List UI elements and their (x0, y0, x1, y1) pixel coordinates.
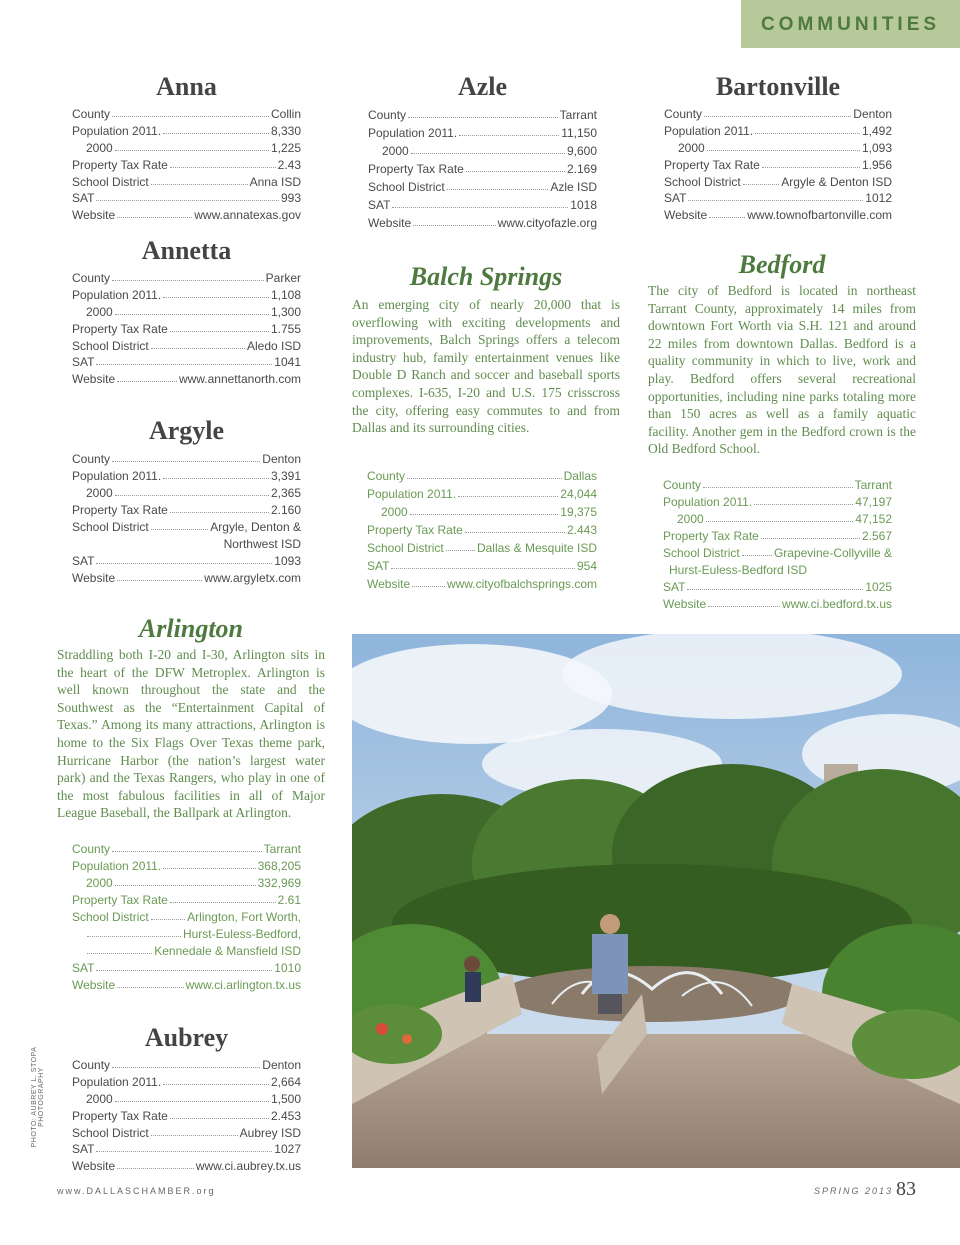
value: Tarrant (263, 842, 301, 856)
balch-springs-description: An emerging city of nearly 20,000 that is overflowing with exciting developments and improvements, Balch Springs offers a telecom industry hub, family entertainment venues like Double D Ranch and soccer and baseball sports complexes. I-635, I-20 and U.S. 175 crisscross the city, offering easy commutes to and from Dallas and its surrounding cities. (352, 297, 620, 436)
label: Property Tax Rate (72, 503, 168, 517)
balch-springs-title: Balch Springs (409, 262, 563, 291)
bedford-facts (663, 475, 892, 610)
footer-website[interactable]: www.DALLASCHAMBER.org (57, 1186, 216, 1196)
value: 1012 (865, 191, 892, 205)
annetta-pop2011 (72, 285, 301, 302)
anna-website-link[interactable]: www.annatexas.gov (194, 208, 301, 222)
label: 2000 (86, 486, 113, 500)
value: 2.169 (566, 162, 597, 176)
aubrey-block (72, 1023, 301, 1173)
value: 2,365 (270, 486, 301, 500)
label: County (664, 107, 703, 121)
label: County (368, 108, 407, 122)
value: Dallas & Mesquite ISD (476, 541, 597, 555)
value: 2.61 (277, 893, 301, 907)
value: Collin (270, 107, 301, 121)
argyle-district (72, 517, 301, 534)
azle-county (368, 105, 597, 122)
bartonville-title: Bartonville (715, 72, 841, 101)
bartonville-sat (664, 188, 892, 205)
value: 954 (576, 559, 597, 573)
value: 2,664 (270, 1075, 301, 1089)
argyle-website (72, 568, 301, 585)
annetta-website (72, 369, 301, 386)
label: County (663, 478, 702, 492)
annetta-title: Annetta (141, 236, 232, 265)
value: 1,225 (270, 141, 301, 155)
label: SAT (72, 191, 95, 205)
bartonville-website (664, 205, 892, 222)
value: Denton (262, 452, 301, 466)
arlington-sat (72, 958, 301, 975)
label: Website (72, 372, 116, 386)
label: Website (72, 208, 116, 222)
value: Hurst-Euless-Bedford ISD (669, 563, 808, 577)
value: Denton (853, 107, 892, 121)
value: 1.956 (861, 158, 892, 172)
label: Population 2011. (72, 859, 162, 873)
argyle-pop2011 (72, 466, 301, 483)
anna-tax (72, 155, 301, 172)
arlington-title: Arlington (138, 614, 244, 643)
value: 2.43 (277, 158, 301, 172)
value: 332,969 (257, 876, 301, 890)
section-tag (741, 0, 960, 48)
anna-title: Anna (156, 72, 217, 101)
label: Population 2011. (72, 469, 162, 483)
argyle-district-cont (72, 534, 301, 551)
bartonville-pop2011 (664, 121, 892, 138)
label: 2000 (86, 141, 113, 155)
value: Aledo ISD (246, 339, 301, 353)
value: 2.160 (270, 503, 301, 517)
azle-sat (368, 195, 597, 212)
label: School District (72, 175, 149, 189)
balch-pop2011 (367, 484, 597, 501)
value: 24,044 (560, 487, 597, 501)
balch-springs-block (352, 262, 620, 594)
azle-tax (368, 159, 597, 176)
value: Aubrey ISD (239, 1126, 301, 1140)
value: Tarrant (559, 108, 597, 122)
annetta-pop2000 (72, 302, 301, 319)
aubrey-district (72, 1123, 301, 1140)
footer-issue: SPRING 2013 (814, 1186, 894, 1196)
azle-website (368, 213, 597, 230)
arlington-district-cont2 (72, 941, 301, 958)
label: 2000 (86, 305, 113, 319)
argyle-title: Argyle (148, 416, 225, 445)
balch-district (367, 538, 597, 555)
value: 47,197 (855, 495, 892, 509)
annetta-sat (72, 352, 301, 369)
label: Property Tax Rate (72, 322, 168, 336)
argyle-county (72, 449, 301, 466)
label: County (72, 842, 111, 856)
value: Arlington, Fort Worth, (187, 910, 301, 924)
label: School District (72, 520, 149, 534)
value: 1,492 (861, 124, 892, 138)
bedford-title: Bedford (738, 250, 826, 279)
bartonville-tax (664, 155, 892, 172)
label: SAT (368, 198, 391, 212)
azle-title: Azle (457, 72, 508, 101)
park-fountain-photo (352, 634, 960, 1168)
label: Property Tax Rate (72, 158, 168, 172)
label: County (72, 1058, 111, 1072)
value: 2.567 (861, 529, 892, 543)
argyle-sat (72, 551, 301, 568)
azle-pop2011 (368, 123, 597, 140)
value: 1,108 (270, 288, 301, 302)
label: County (367, 469, 406, 483)
bedford-website-link[interactable]: www.ci.bedford.tx.us (781, 597, 892, 611)
label: Website (663, 597, 707, 611)
aubrey-pop2000 (72, 1089, 301, 1106)
value: Anna ISD (249, 175, 301, 189)
value: Hurst-Euless-Bedford, (182, 927, 301, 941)
value: Tarrant (854, 478, 892, 492)
arlington-county (72, 839, 301, 856)
label: County (72, 452, 111, 466)
label: Website (368, 216, 412, 230)
label: County (72, 271, 111, 285)
value: 2.453 (270, 1109, 301, 1123)
arlington-website (72, 975, 301, 992)
argyle-tax (72, 500, 301, 517)
value: 3,391 (270, 469, 301, 483)
label: Website (72, 1159, 116, 1173)
aubrey-title: Aubrey (144, 1023, 229, 1052)
label: County (72, 107, 111, 121)
annetta-website-link[interactable]: www.annettanorth.com (178, 372, 301, 386)
value: 2.443 (566, 523, 597, 537)
arlington-description: Straddling both I-20 and I-30, Arlington sits in the heart of the DFW Metroplex. Arlington is well known throughout the state and the Southwest as the “Entertainment Capital of Texas.” Among its many attractions, Arlington is home to the Six Flags Over Texas theme park, Hurricane Harbor (the nation’s largest water park) and the Texas Rangers, who play in one of the most fabulous facilities in all of Major League Baseball, the Ballpark at Arlington. (57, 647, 325, 821)
bartonville-pop2000 (664, 138, 892, 155)
bartonville-website-link[interactable]: www.townofbartonville.com (747, 208, 892, 222)
label: Website (72, 978, 116, 992)
bedford-block (648, 250, 916, 612)
azle-block (368, 72, 597, 232)
label: 2000 (678, 141, 705, 155)
value: 1010 (274, 961, 301, 975)
value: 1093 (274, 554, 301, 568)
argyle-pop2000 (72, 483, 301, 500)
bartonville-block (664, 72, 892, 222)
value: 993 (280, 191, 301, 205)
azle-website-link[interactable]: www.cityofazle.org (497, 216, 597, 230)
bedford-pop2000 (663, 509, 892, 526)
bedford-website (663, 594, 892, 611)
balch-springs-facts (367, 466, 597, 596)
label: SAT (664, 191, 687, 205)
label: Website (367, 577, 411, 591)
value: 19,375 (560, 505, 597, 519)
label: SAT (72, 554, 95, 568)
label: SAT (663, 580, 686, 594)
anna-county (72, 104, 301, 121)
value: Grapevine-Collyville & (773, 546, 892, 560)
value: 9,600 (566, 144, 597, 158)
value: Dallas (563, 469, 597, 483)
arlington-district-cont (72, 924, 301, 941)
label: Population 2011. (72, 1075, 162, 1089)
value: Kennedale & Mansfield ISD (154, 944, 301, 958)
label: 2000 (86, 1092, 113, 1106)
label: Website (664, 208, 708, 222)
value: 1,300 (270, 305, 301, 319)
value: 1.755 (270, 322, 301, 336)
annetta-county (72, 268, 301, 285)
arlington-pop2011 (72, 856, 301, 873)
bedford-sat (663, 577, 892, 594)
label: 2000 (381, 505, 408, 519)
label: Population 2011. (663, 495, 753, 509)
bedford-county (663, 475, 892, 492)
value: 1025 (865, 580, 892, 594)
value: 368,205 (257, 859, 301, 873)
value: Argyle, Denton & (210, 520, 301, 534)
bartonville-county (664, 104, 892, 121)
bedford-district-cont (663, 560, 892, 577)
label: Population 2011. (72, 288, 162, 302)
label: 2000 (86, 876, 113, 890)
label: Property Tax Rate (367, 523, 463, 537)
annetta-block (72, 236, 301, 386)
value: Azle ISD (550, 180, 597, 194)
arlington-block (57, 614, 325, 994)
label: Population 2011. (664, 124, 754, 138)
aubrey-tax (72, 1106, 301, 1123)
value: 11,150 (561, 126, 597, 140)
anna-sat (72, 188, 301, 205)
label: SAT (72, 961, 95, 975)
arlington-tax (72, 890, 301, 907)
aubrey-sat (72, 1139, 301, 1156)
balch-tax (367, 520, 597, 537)
value: 1041 (274, 355, 301, 369)
label: Website (72, 571, 116, 585)
balch-pop2000 (367, 502, 597, 519)
anna-pop2011 (72, 121, 301, 138)
label: Population 2011. (367, 487, 457, 501)
bedford-pop2011 (663, 492, 892, 509)
value: Parker (265, 271, 301, 285)
label: 2000 (382, 144, 409, 158)
arlington-facts (72, 839, 301, 994)
arlington-district (72, 907, 301, 924)
label: School District (367, 541, 444, 555)
value: 47,152 (855, 512, 892, 526)
aubrey-county (72, 1055, 301, 1072)
value: Denton (262, 1058, 301, 1072)
label: SAT (72, 355, 95, 369)
value: 1,500 (270, 1092, 301, 1106)
label: School District (72, 910, 149, 924)
anna-district (72, 172, 301, 189)
bartonville-district (664, 172, 892, 189)
annetta-tax (72, 319, 301, 336)
anna-website (72, 205, 301, 222)
label: Property Tax Rate (664, 158, 760, 172)
azle-pop2000 (368, 141, 597, 158)
value: 1027 (274, 1142, 301, 1156)
label: Property Tax Rate (72, 893, 168, 907)
argyle-website-link[interactable]: www.argyletx.com (204, 571, 301, 585)
label: School District (664, 175, 741, 189)
label: School District (72, 339, 149, 353)
anna-pop2000 (72, 138, 301, 155)
value: 8,330 (270, 124, 301, 138)
value: Northwest ISD (223, 537, 301, 551)
aubrey-website (72, 1156, 301, 1173)
aubrey-website-link[interactable]: www.ci.aubrey.tx.us (195, 1159, 301, 1173)
anna-block (72, 72, 301, 222)
value: 1018 (570, 198, 597, 212)
label: School District (663, 546, 740, 560)
arlington-website-link[interactable]: www.ci.arlington.tx.us (185, 978, 301, 992)
label: Population 2011. (72, 124, 162, 138)
label: Property Tax Rate (663, 529, 759, 543)
label: Population 2011. (368, 126, 458, 140)
photo-credit: PHOTO: AUBREY L. STOPA PHOTOGRAPHY (31, 1046, 45, 1148)
balch-website (367, 574, 597, 591)
page-number: 83 (896, 1178, 916, 1200)
balch-website-link[interactable]: www.cityofbalchsprings.com (446, 577, 597, 591)
label: Property Tax Rate (72, 1109, 168, 1123)
balch-county (367, 466, 597, 483)
bedford-description: The city of Bedford is located in northeast Tarrant County, approximately 14 miles from downtown Fort Worth via S.H. 121 and around 22 miles from downtown Dallas. Bedford is a quality community in which to live, work and play. Bedford offers several recreational opportunities, including nine parks totaling more than 150 acres as well as a family aquatic facility. Another gem in the Bedford crown is the Old Bedford School. (648, 283, 916, 457)
value: 1,093 (861, 141, 892, 155)
park-fountain-illustration (352, 634, 960, 1168)
argyle-block (72, 416, 301, 586)
aubrey-pop2011 (72, 1072, 301, 1089)
balch-sat (367, 556, 597, 573)
label: School District (72, 1126, 149, 1140)
annetta-district (72, 336, 301, 353)
label: SAT (367, 559, 390, 573)
label: School District (368, 180, 445, 194)
section-tag-label: COMMUNITIES (760, 14, 941, 35)
label: Property Tax Rate (368, 162, 464, 176)
label: 2000 (677, 512, 704, 526)
bedford-tax (663, 526, 892, 543)
arlington-pop2000 (72, 873, 301, 890)
bedford-district (663, 543, 892, 560)
azle-district (368, 177, 597, 194)
label: SAT (72, 1142, 95, 1156)
value: Argyle & Denton ISD (781, 175, 892, 189)
